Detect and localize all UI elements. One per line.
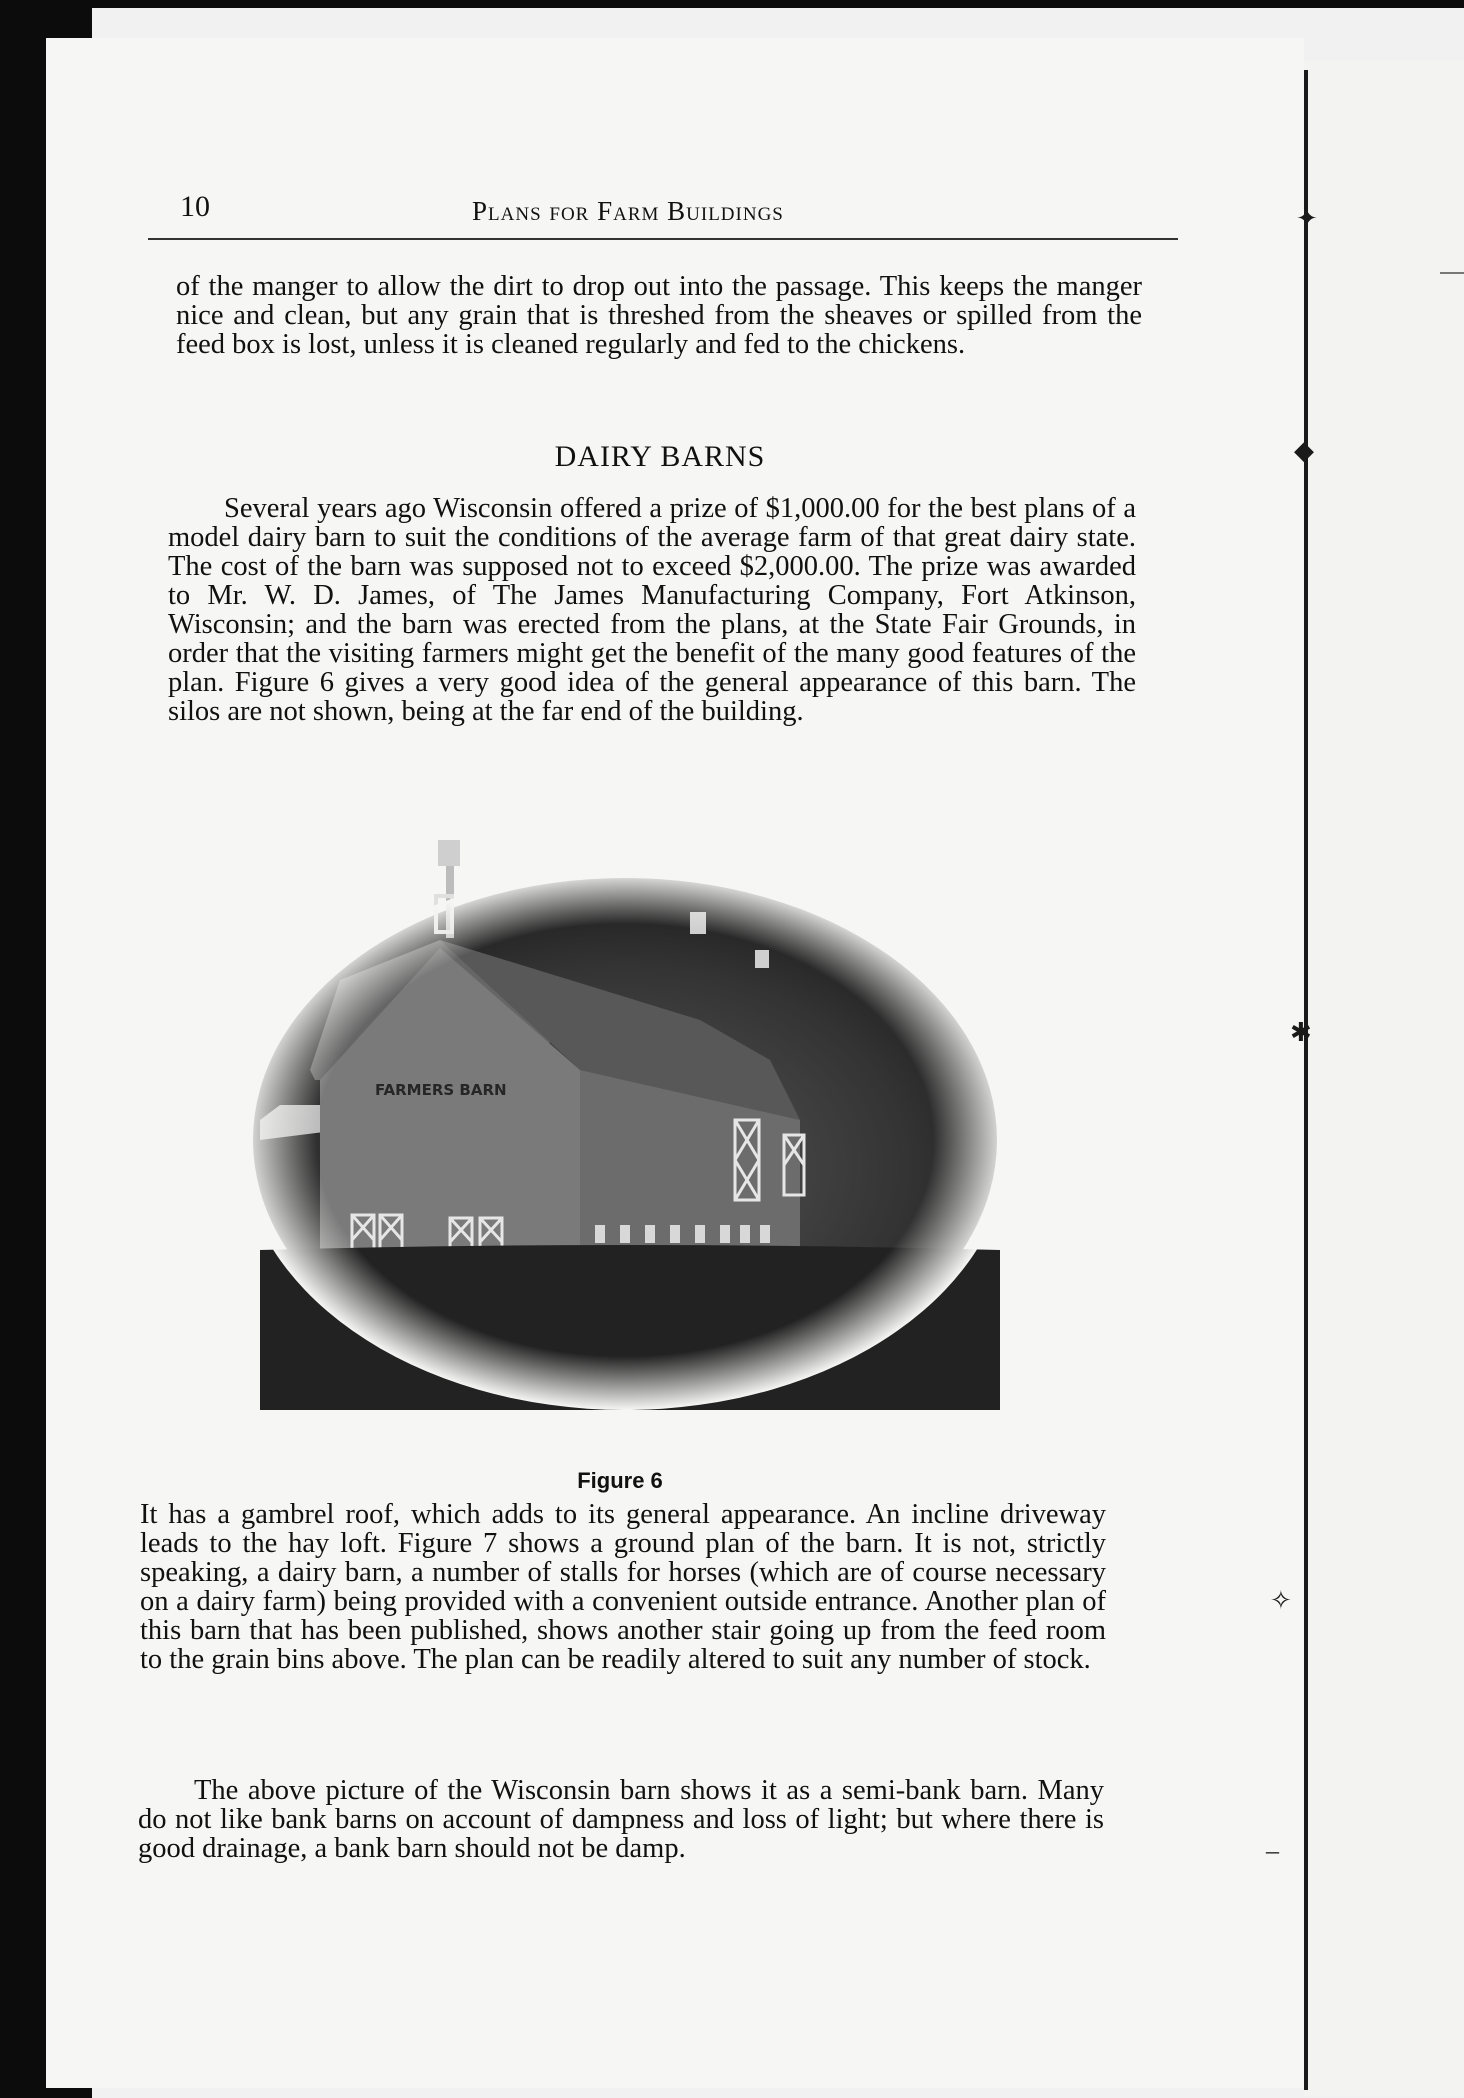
- running-title: Plans for Farm Buildings: [472, 196, 784, 226]
- binding-mark-icon: ✧: [1270, 1586, 1292, 1615]
- page-header: [180, 190, 1180, 250]
- paragraph-semi-bank-barn: The above picture of the Wisconsin barn shows it as a semi-bank barn. Many do not like bank barns on account of dampness and loss of light; but where there is good drainage, a bank barn should not be damp.: [138, 1775, 1104, 1864]
- page-number: 10: [180, 190, 210, 223]
- figure-caption: Figure 6: [577, 1468, 663, 1493]
- binding-mark-icon: ◆: [1294, 436, 1314, 465]
- paragraph-gambrel-roof: It has a gambrel roof, which adds to its general appearance. An incline driveway leads to the hay loft. Figure 7 shows a ground plan of the barn. It is not, strictly speaking, a dairy barn, a number of stalls for horses (which are of course necessary on a dairy farm) being provided with a convenient outside entrance. Another plan of this barn that has been published, shows another stair going up from the feed room to the grain bins above. The plan can be readily altered to suit any number of stock.: [140, 1499, 1106, 1675]
- page-fold-line: [1304, 70, 1308, 2090]
- facing-page-rule: [1440, 272, 1464, 274]
- header-rule: [148, 238, 1178, 240]
- barn-photograph: [240, 820, 1010, 1410]
- binding-mark-icon: –: [1266, 1836, 1279, 1865]
- barn-illustration: [240, 820, 1010, 1410]
- cupola-1: [438, 840, 460, 866]
- binding-mark-icon: ✱: [1290, 1018, 1312, 1047]
- binding-mark-icon: ✦: [1296, 204, 1318, 233]
- paragraph-continued: of the manger to allow the dirt to drop out into the passage. This keeps the manger nice and clean, but any grain that is threshed from the sheaves or spilled from the feed box is lost, unless it is cleaned regularly and fed to the chickens.: [176, 271, 1142, 360]
- facing-page-edge: [1304, 60, 1464, 2096]
- section-title: DAIRY BARNS: [554, 440, 766, 473]
- paragraph-wisconsin-prize: Several years ago Wisconsin offered a prize of $1,000.00 for the best plans of a model dairy barn to suit the conditions of the average farm of that great dairy state. The cost of the barn was supposed not to exceed $2,000.00. The prize was awarded to Mr. W. D. James, of The James Manufacturing Company, Fort Atkinson, Wisconsin; and the barn was erected from the plans, at the State Fair Grounds, in order that the visiting farmers might get the benefit of the many good features of the plan. Figure 6 gives a very good idea of the general appearance of this barn. The silos are not shown, being at the far end of the building.: [168, 493, 1136, 727]
